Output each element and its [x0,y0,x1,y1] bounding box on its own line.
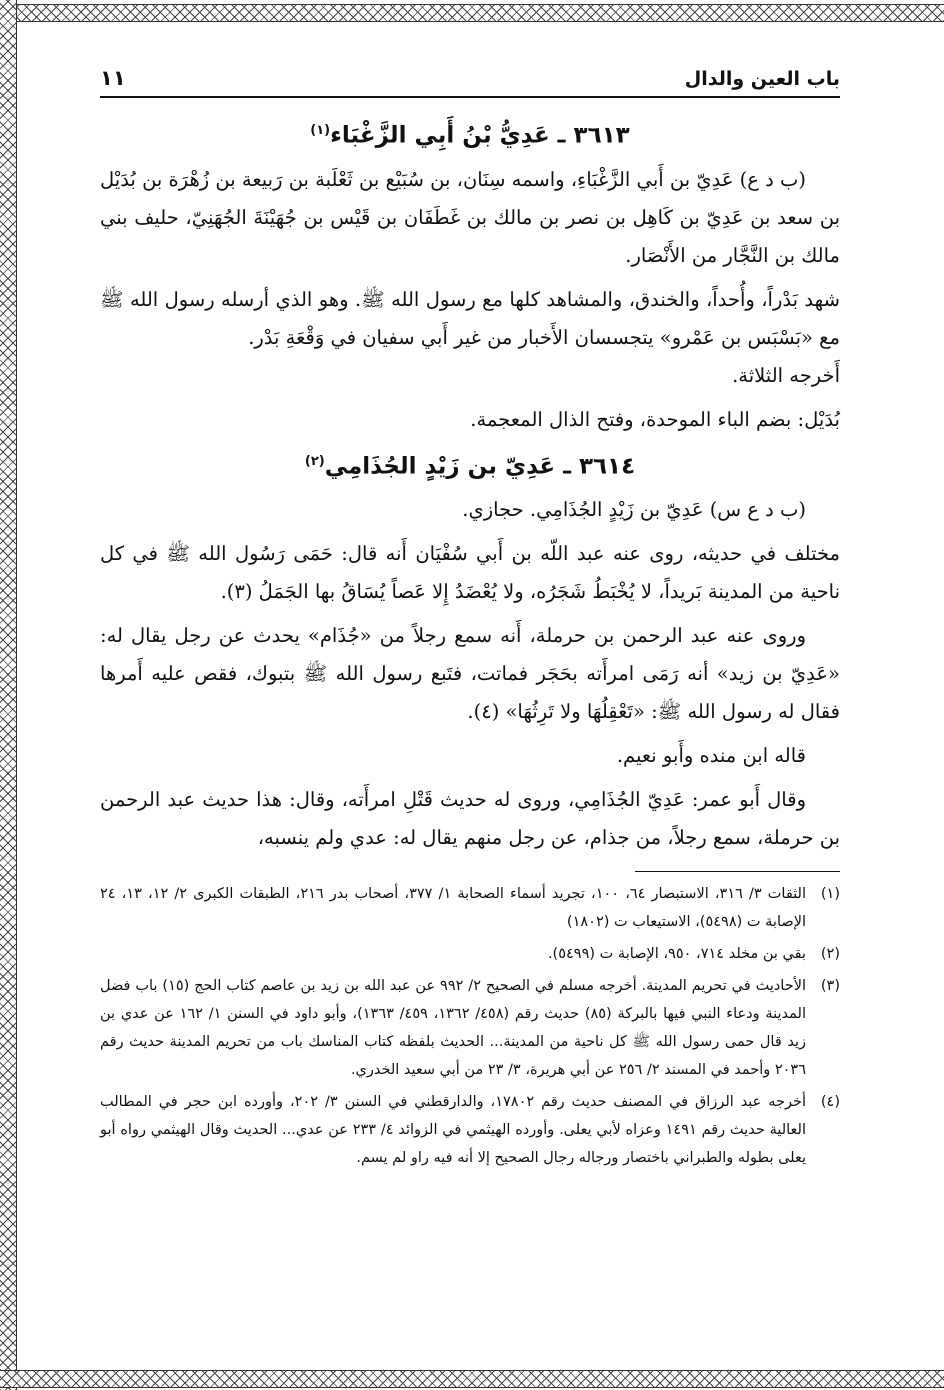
left-ornamental-border [0,0,17,1390]
entry-3614-paragraph-5: وقال أَبو عمر: عَدِيّ الجُذَامِي، وروى له حديث قَتْلِ امرأَته، وقال: هذا حديث عبد الرحمن بن حرملة، سمع رجلاً، من جذام، عن رجل منهم يقال له: عدي ولم ينسبه، [100,788,840,850]
top-ornamental-border [0,4,944,22]
footnote-4 [100,1088,840,1172]
book-page [100,52,840,1364]
entry-3613-paragraph-2: شهد بَدْراً، وأُحداً، والخندق، والمشاهد كلها مع رسول الله ﷺ. وهو الذي أرسله رسول الله ﷺ مع «بَسْبَس بن عَمْرو» يتجسسان الأَخبار من غير أَبي سفيان في وَقْعَةِ بَدْر. [100,287,840,349]
entry-title-3614-text: ٣٦١٤ ـ عَدِيّ بن زَيْدٍ الجُذَامِي [324,453,636,480]
bottom-ornamental-border [0,1370,944,1388]
page-number: ١١ [100,66,126,90]
footnote-number: (٤) [820,1094,840,1111]
footnote-text: الأحاديث في تحريم المدينة. أخرجه مسلم في الصحيح ٢/ ٩٩٢ عن عبد الله بن زيد بن عاصم كتاب الحج (١٥) باب فضل المدينة ودعاء النبي فيها بالبركة (٨٥) حديث رقم (٤٥٨/ ١٣٦٢، ٤٥٩/ ١٣٦٣)، وأبو داود في السنن ١/ ١٦٢ عن عدي بن زيد قال حمى رسول الله ﷺ كل ناحية من المدينة... الحديث بلفظه كتاب المناسك باب من تحريم المدينة حديث رقم ٢٠٣٦ وأحمد في المسند ٢/ ٢٥٦ عن أبي هريرة، ٣/ ٢٣ من أبي سعيد الخدري. [100,978,806,1079]
entry-3614-paragraph-2: مختلف في حديثه، روى عنه عبد اللّه بن أَبي سُفْيَان أَنه قال: حَمَى رَسُول الله ﷺ في كل ناحية من المدينة بَريداً، لا يُخْبَطُ شَجَرُه، ولا يُعْضَدُ إِلا عَصاً يُسَاقُ بها الجَمَلُ (٣). [100,542,840,604]
footnote-marker-2: (٢) [304,453,325,469]
footnote-number: (١) [820,886,840,903]
chapter-title: باب العين والدال [684,68,840,90]
entry-title-3614 [100,445,840,484]
footnote-text: أخرجه عبد الرزاق في المصنف حديث رقم ١٧٨٠٢، والدارقطني في السنن ٣/ ٢٠٢، وأورده ابن حجر في المطالب العالية حديث رقم ١٤٩١ وعزاه لأبي يعلى. وأورده الهيثمي في الزوائد ٤/ ٢٣٣ عن عدي... الحديث وقال الهيثمي رواه أبو يعلى بطوله والطبراني باختصار ورجاله رجال الصحيح إلا أنه فيه راو لم يسم. [100,1094,806,1167]
footnote-marker-1: (١) [310,123,331,138]
entry-title-3613 [100,114,840,153]
entry-3613-paragraph-1: (ب د ع) عَدِيّ بن أَبي الزَّغْبَاءِ، واسمه سِنَان، بن سُبَيْع بن ثَعْلَبة بن رَبيعة بن زُهْرَة بن بُدَيْل بن سعد بن عَدِيّ بن كَاهِل بن نصر بن مالك بن غَطَفَان بن قَيْس بن جُهَيْنَةَ الجُهَنِيّ، حليف بني مالك بن النَّجَّار من الأَنْصَار. [100,167,840,267]
entry-3613-paragraph-3: أَخرجه الثلاثة. [732,363,840,387]
footnote-text: بقي بن مخلد ٧١٤، ٩٥٠، الإصابة ت (٥٤٩٩). [547,946,806,963]
footnotes-section [100,880,840,1172]
footnote-text: الثقات ٣/ ٣١٦، الاستبصار ٦٤، ١٠٠، تجريد أسماء الصحابة ١/ ٣٧٧، أصحاب بدر ٢١٦، الطبقات الكبرى ٢/ ١٢، ١٣، ٢٤ الإصابة ت (٥٤٩٨)، الاستيعاب ت (١٨٠٢) [100,886,807,931]
footnote-1 [100,880,840,936]
footnote-number: (٣) [820,978,840,995]
footnote-number: (٢) [820,946,840,963]
footnote-3 [100,972,840,1084]
running-header [100,52,840,98]
entry-3613-paragraph-4: بُدَيْل: بضم الباء الموحدة، وفتح الذال المعجمة. [470,407,840,431]
entry-3614-paragraph-3: وروى عنه عبد الرحمن بن حرملة، أَنه سمع رجلاً من «جُذَام» يحدث عن رجل يقال له: «عَدِيّ بن زيد» أنه رَمَى امرأَته بحَجَر فماتت، فتَبع رسول الله ﷺ بتبوك، فقص عليه أَمرها فقال له رسول الله ﷺ: «تَعْقِلُهَا ولا تَرِثُهَا» (٤). [100,624,840,724]
entry-3614-paragraph-1: (ب د ع س) عَدِيّ بن زَيْدٍ الجُذَامِي. حجازي. [462,498,806,522]
entry-title-3613-text: ٣٦١٣ ـ عَدِيُّ بْنُ أَبِي الزَّغْبَاء [330,122,630,149]
footnote-2 [100,940,840,968]
entry-3614-paragraph-4: قاله ابن منده وأَبو نعيم. [616,744,806,768]
